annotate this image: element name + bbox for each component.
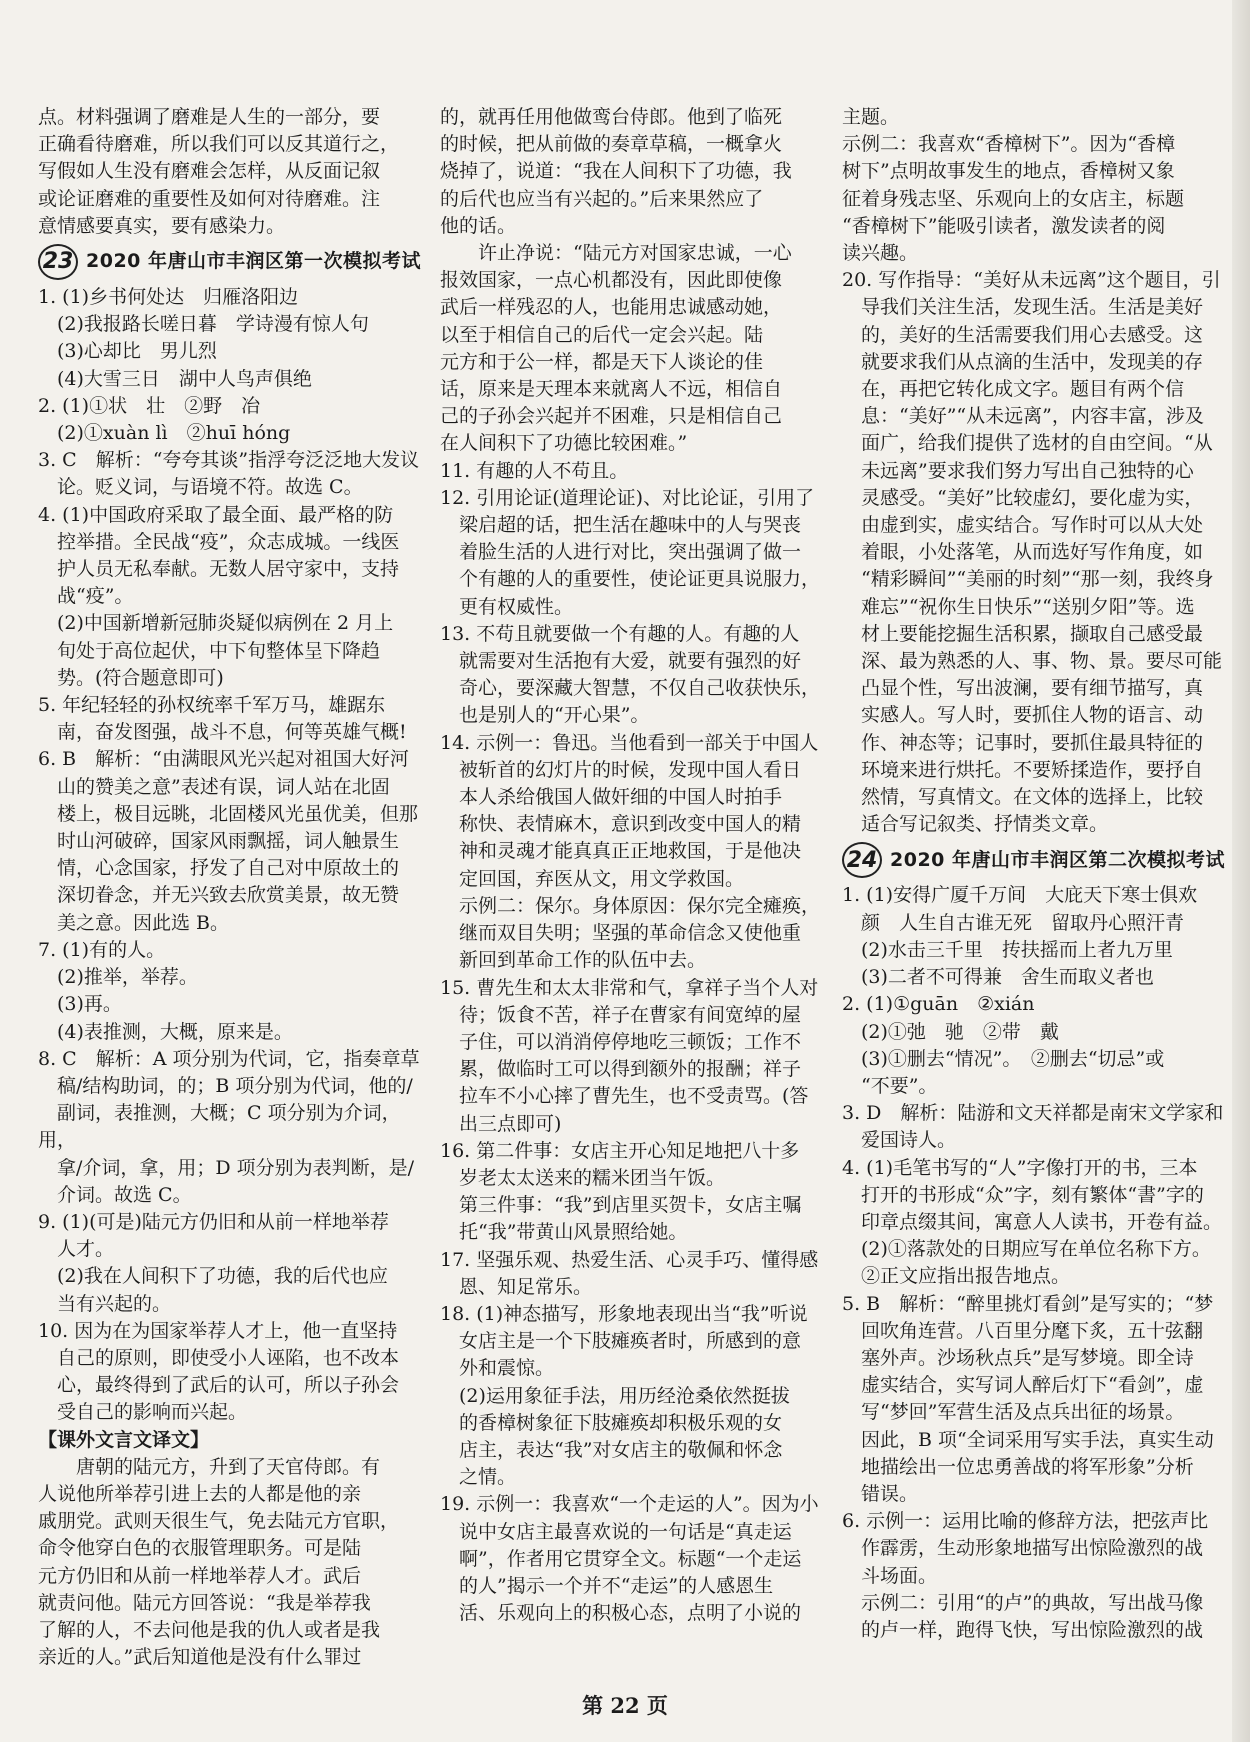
- text-line: 活、乐观向上的积极心态，点明了小说的: [440, 1602, 802, 1625]
- text-line: 他的话。: [440, 214, 517, 237]
- text-line: 7. (1)有的人。: [38, 938, 166, 961]
- text-line: “香樟树下”能吸引读者，激发读者的阅: [842, 214, 1166, 237]
- text-line: 自己的原则，即使受小人诬陷，也不改本: [38, 1346, 400, 1369]
- text-line: 奇心，要深藏大智慧，不仅自己收获快乐，: [440, 677, 821, 700]
- text-line: 拉车不小心摔了曹先生，也不受责骂。(答: [440, 1085, 809, 1108]
- text-line: 在人间积下了功德比较困难。”: [440, 432, 688, 455]
- text-line: 命令他穿白色的衣服管理职务。可是陆: [38, 1537, 362, 1560]
- page-number: 第 22 页: [582, 1693, 668, 1718]
- text-line: 征着身残志坚、乐观向上的女店主，标题: [842, 187, 1185, 210]
- text-line: 武后一样残忍的人，也能用忠诚感动她，: [440, 296, 783, 319]
- text-line: 的卢一样，跑得飞快，写出惊险激烈的战: [842, 1618, 1204, 1641]
- text-line: 个有趣的人的重要性，使论证更具说服力，: [440, 568, 821, 591]
- text-line: 元方仍旧和从前一样地举荐人才。武后: [38, 1564, 362, 1587]
- text-line: 爱国诗人。: [842, 1129, 957, 1152]
- translation-text: [38, 1454, 428, 1672]
- text-line: 或论证磨难的重要性及如何对待磨难。注: [38, 187, 381, 210]
- text-line: 写“梦回”军营生活及点兵出征的场景。: [842, 1401, 1185, 1424]
- text-line: 6. B 解析：“由满眼风光兴起对祖国大好河: [38, 748, 409, 771]
- text-line: 梁启超的话，把生活在趣味中的人与哭丧: [440, 514, 802, 537]
- text-line: 作、神态等；记事时，要抓住最具特征的: [842, 731, 1204, 754]
- text-line: 就需要对生活抱有大爱，就要有强烈的好: [440, 650, 802, 673]
- answer-list: [38, 284, 428, 1427]
- text-line: 19. 示例一：我喜欢“一个走运的人”。因为小: [440, 1493, 819, 1516]
- text-line: 作霹雳，生动形象地描写出惊险激烈的战: [842, 1537, 1204, 1560]
- text-line: (2)运用象征手法，用历经沧桑依然挺拔: [440, 1384, 790, 1407]
- text-line: 了解的人，不去问他是我的仇人或者是我: [38, 1618, 381, 1641]
- text-line: 在，再把它转化成文字。题目有两个信: [842, 378, 1185, 401]
- text-line: 拿/介词，拿，用；D 项分别为表判断，是/: [38, 1156, 415, 1179]
- text-line: 颜 人生自古谁无死 留取丹心照汗青: [842, 911, 1185, 934]
- text-line: 论。贬义词，与语境不符。故选 C。: [38, 476, 363, 499]
- text-line: 错误。: [842, 1482, 919, 1505]
- text-line: 6. 示例一：运用比喻的修辞方法，把弦声比: [842, 1510, 1209, 1533]
- text-line: 也是别人的“开心果”。: [440, 704, 650, 727]
- text-line: 说中女店主最喜欢说的一句话是“真走运: [440, 1520, 792, 1543]
- text-line: 塞外声。沙场秋点兵”是写梦境。即全诗: [842, 1346, 1194, 1369]
- text-line: 4. (1)毛笔书写的“人”字像打开的书，三本: [842, 1156, 1198, 1179]
- text-line: 正确看待磨难，所以我们可以反其道行之，: [38, 133, 400, 156]
- text-line: 之情。: [440, 1466, 517, 1489]
- text-line: 未远离”要求我们努力写出自己独特的心: [842, 459, 1194, 482]
- column-left: [38, 104, 428, 1671]
- text-line: 啊”，作者用它贯穿全文。标题“一个走运: [440, 1547, 802, 1570]
- text-line: 情，心念国家，抒发了自己对中原故土的: [38, 857, 400, 880]
- text-line: 的后代也应当有兴起的。”后来果然应了: [440, 187, 764, 210]
- text-line: 深切眷念，并无兴致去欣赏美景，故无赞: [38, 884, 400, 907]
- text-line: 12. 引用论证(道理论证)、对比论证，引用了: [440, 486, 815, 509]
- text-line: 11. 有趣的人不苟且。: [440, 459, 629, 482]
- text-line: 由虚到实，虚实结合。写作时可以从大处: [842, 514, 1204, 537]
- text-line: 元方和于公一样，都是天下人谈论的佳: [440, 350, 764, 373]
- text-line: 恩、知足常乐。: [440, 1275, 593, 1298]
- text-line: 南，奋发图强，战斗不息，何等英雄气概!: [38, 721, 407, 744]
- text-line: (2)水击三千里 抟扶摇而上者九万里: [842, 938, 1173, 961]
- text-line: 着脸生活的人进行对比，突出强调了做一: [440, 541, 802, 564]
- text-line: 被斩首的幻灯片的时候，发现中国人看日: [440, 758, 802, 781]
- text-line: 美之意。因此选 B。: [38, 911, 230, 934]
- text-block-top: [38, 104, 428, 240]
- text-line: 戚朋党。武则天很生气，免去陆元方官职，: [38, 1510, 400, 1533]
- text-line: 4. (1)中国政府采取了最全面、最严格的防: [38, 503, 394, 526]
- text-line: 的，就再任用他做鸾台侍郎。他到了临死: [440, 106, 783, 128]
- text-line: 虚实结合，实写词人醉后灯下“看剑”，虚: [842, 1374, 1204, 1397]
- text-line: 2. (1)①状 壮 ②野 冶: [38, 394, 261, 417]
- text-line: “精彩瞬间”“美丽的时刻”“那一刻，我终身: [842, 568, 1214, 591]
- text-line: 回吹角连营。八百里分麾下炙，五十弦翻: [842, 1319, 1204, 1342]
- text-line: 烧掉了，说道：“我在人间积下了功德，我: [440, 160, 792, 183]
- text-line: ②正文应指出报告地点。: [842, 1265, 1071, 1288]
- text-line: 子住，可以消消停停地吃三顿饭；工作不: [440, 1030, 802, 1053]
- text-line: 灵感受。“美好”比较虚幻，要化虚为实，: [842, 486, 1204, 509]
- text-line: 斗场面。: [842, 1564, 938, 1587]
- text-line: 势。(符合题意即可): [38, 666, 224, 689]
- text-line: 托“我”带黄山风景照给她。: [440, 1221, 688, 1244]
- text-line: 旬处于高位起伏，中下旬整体呈下降趋: [38, 639, 381, 662]
- text-line: 护人员无私奉献。无数人居守家中，支持: [38, 558, 400, 581]
- text-line: (2)推举，举荐。: [38, 966, 198, 989]
- text-line: 环境来进行烘托。不要矫揉造作，要抒自: [842, 758, 1204, 781]
- text-line: 材上要能挖掘生活积累，撷取自己感受最: [842, 622, 1204, 645]
- text-line: 印章点缀其间，寓意人人读书，开卷有益。: [842, 1210, 1223, 1233]
- text-line: 的香樟树象征下肢瘫痪却积极乐观的女: [440, 1411, 783, 1434]
- text-line: 店主，表达“我”对女店主的敬佩和怀念: [440, 1438, 783, 1461]
- text-line: 新回到革命工作的队伍中去。: [440, 949, 707, 972]
- section-header-23: [38, 243, 428, 281]
- text-line: 息：“美好”“从未远离”，内容丰富，涉及: [842, 405, 1204, 428]
- text-line: 地描绘出一位忠勇善战的将军形象”分析: [842, 1455, 1194, 1478]
- text-line: 称快、表情麻木，意识到改变中国人的精: [440, 813, 802, 836]
- text-line: 继而双目失明；坚强的革命信念又使他重: [440, 922, 802, 945]
- text-line: (3)再。: [38, 993, 122, 1016]
- text-line: 因此，B 项“全词采用写实手法，真实生动: [842, 1428, 1214, 1451]
- text-line: 示例二：我喜欢“香樟树下”。因为“香樟: [842, 133, 1176, 156]
- text-line: (4)大雪三日 湖中人鸟声俱绝: [38, 367, 312, 390]
- text-line: 深、最为熟悉的人、事、物、景。要尽可能: [842, 650, 1223, 673]
- answer-list: [842, 104, 1234, 838]
- text-line: (3)二者不可得兼 舍生而取义者也: [842, 966, 1154, 989]
- answer-list-2: [842, 882, 1234, 1644]
- text-line: 5. B 解析：“醉里挑灯看剑”是写实的；“梦: [842, 1292, 1214, 1315]
- section-title: 2020 年唐山市丰润区第二次模拟考试: [890, 848, 1225, 871]
- text-line: 3. C 解析：“夸夸其谈”指浮夸泛泛地大发议: [38, 449, 420, 472]
- text-line: 控举措。全民战“疫”，众志成城。一线医: [38, 530, 400, 553]
- text-line: 人才。: [38, 1238, 115, 1261]
- text-line: 就责问他。陆元方回答说：“我是举荐我: [38, 1591, 371, 1614]
- page-edge: [1232, 0, 1250, 1742]
- text-line: 8. C 解析：A 项分别为代词，它，指奏章草: [38, 1047, 420, 1070]
- text-line: 受自己的影响而兴起。: [38, 1401, 248, 1424]
- text-line: 9. (1)(可是)陆元方仍旧和从前一样地举荐: [38, 1210, 389, 1233]
- text-line: (4)表推测，大概，原来是。: [38, 1020, 293, 1043]
- text-line: 人说他所举荐引进上去的人都是他的亲: [38, 1482, 362, 1505]
- text-line: (2)①弛 驰 ②带 戴: [842, 1020, 1059, 1043]
- text-line: 的，美好的生活需要我们用心去感受。这: [842, 323, 1204, 346]
- text-line: 副词，表推测，大概；C 项分别为介词，用，: [38, 1102, 401, 1152]
- text-line: 报效国家，一点心机都没有，因此即使像: [440, 269, 783, 292]
- text-line: 1. (1)乡书何处达 归雁洛阳边: [38, 286, 299, 309]
- text-line: 2. (1)①guān ②xián: [842, 993, 1035, 1016]
- text-line: 稿/结构助词，的；B 项分别为代词，他的/: [38, 1074, 413, 1097]
- text-line: 3. D 解析：陆游和文天祥都是南宋文学家和: [842, 1102, 1224, 1125]
- text-line: 许止净说：“陆元方对国家忠诚，一心: [440, 242, 792, 265]
- section-number-badge: 23: [38, 244, 78, 280]
- text-line: 时山河破碎，国家风雨飘摇，词人触景生: [38, 830, 400, 853]
- text-line: 面广，给我们提供了选材的自由空间。“从: [842, 432, 1213, 455]
- text-line: 战“疫”。: [38, 585, 134, 608]
- text-line: 13. 不苟且就要做一个有趣的人。有趣的人: [440, 622, 800, 645]
- column-right: [842, 104, 1234, 1644]
- text-line: 己的子孙会兴起并不困难，只是相信自己: [440, 405, 783, 428]
- column-middle: [440, 104, 830, 1627]
- text-line: 定回国，弃医从文，用文学救国。: [440, 867, 745, 890]
- text-line: 读兴趣。: [842, 242, 919, 265]
- text-line: 16. 第二件事：女店主开心知足地把八十多: [440, 1139, 800, 1162]
- text-line: (2)中国新增新冠肺炎疑似病例在 2 月上: [38, 612, 394, 635]
- text-line: “不要”。: [842, 1074, 938, 1097]
- text-line: 1. (1)安得广厦千万间 大庇天下寒士俱欢: [842, 884, 1198, 907]
- text-line: 5. 年纪轻轻的孙权统率千军万马，雄踞东: [38, 694, 386, 717]
- text-line: 14. 示例一：鲁迅。当他看到一部关于中国人: [440, 731, 819, 754]
- text-line: 出三点即可): [440, 1112, 562, 1135]
- text-line: 岁老太太送来的糯米团当午饭。: [440, 1166, 726, 1189]
- text-line: 神和灵魂才能真真正正地救国，于是他决: [440, 840, 802, 863]
- text-line: 亲近的人。”武后知道他是没有什么罪过: [38, 1646, 362, 1669]
- section-header-24: [842, 841, 1234, 879]
- text-line: 的人”揭示一个并不“走运”的人感恩生: [440, 1574, 774, 1597]
- subheading-translation: 【课外文言文译文】: [38, 1428, 210, 1451]
- text-line: 示例二：保尔。身体原因：保尔完全瘫痪，: [440, 894, 821, 917]
- text-line: 的时候，把从前做的奏章草稿，一概拿火: [440, 133, 783, 156]
- text-line: 山的赞美之意”表述有误，词人站在北固: [38, 775, 390, 798]
- text-line: 写假如人生没有磨难会怎样，从反面记叙: [38, 160, 381, 183]
- text-line: 第三件事：“我”到店里买贺卡，女店主嘱: [440, 1194, 802, 1217]
- text-line: 女店主是一个下肢瘫痪者时，所感到的意: [440, 1330, 802, 1353]
- text-line: (2)①落款处的日期应写在单位名称下方。: [842, 1238, 1211, 1261]
- text-line: 导我们关注生活，发现生活。生活是美好: [842, 296, 1204, 319]
- text-line: (2)我在人间积下了功德，我的后代也应: [38, 1265, 388, 1288]
- text-line: 然情，写真情文。在文体的选择上，比较: [842, 786, 1204, 809]
- text-line: 心，最终得到了武后的认可，所以子孙会: [38, 1374, 400, 1397]
- text-line: 就要求我们从点滴的生活中，发现美的存: [842, 350, 1204, 373]
- text-line: 17. 坚强乐观、热爱生活、心灵手巧、懂得感: [440, 1248, 819, 1271]
- text-line: (3)心却比 男儿烈: [38, 340, 217, 363]
- text-line: 10. 因为在为国家举荐人才上，他一直坚持: [38, 1319, 398, 1342]
- text-line: 示例二：引用“的卢”的典故，写出战马像: [842, 1591, 1204, 1614]
- text-line: (2)①xuàn lì ②huī hóng: [38, 422, 291, 445]
- text-line: (2)我报路长嗟日暮 学诗漫有惊人句: [38, 313, 369, 336]
- text-line: 15. 曹先生和太太非常和气，拿祥子当个人对: [440, 976, 819, 999]
- text-line: 凸显个性，写出波澜，要有细节描写，真: [842, 677, 1204, 700]
- text-line: 楼上，极目远眺，北固楼风光虽优美，但那: [38, 802, 419, 825]
- section-title: 2020 年唐山市丰润区第一次模拟考试: [86, 250, 421, 273]
- text-line: 主题。: [842, 106, 900, 128]
- text-line: 当有兴起的。: [38, 1292, 172, 1315]
- text-line: (3)①删去“情况”。 ②删去“切忌”或: [842, 1047, 1165, 1070]
- text-line: 难忘”“祝你生日快乐”“送别夕阳”等。选: [842, 595, 1195, 618]
- text-line: 介词。故选 C。: [38, 1183, 192, 1206]
- text-line: 打开的书形成“众”字，刻有繁体“書”字的: [842, 1183, 1204, 1206]
- text-line: 20. 写作指导：“美好从未远离”这个题目，引: [842, 269, 1221, 292]
- text-line: 实感人。写人时，要抓住人物的语言、动: [842, 704, 1204, 727]
- text-line: 本人杀给俄国人做奸细的中国人时拍手: [440, 786, 783, 809]
- text-line: 树下”点明故事发生的地点，香樟树又象: [842, 160, 1175, 183]
- text-line: 18. (1)神态描写，形象地表现出当“我”听说: [440, 1302, 808, 1325]
- text-line: 意情感要真实，要有感染力。: [38, 214, 286, 237]
- text-line: 以至于相信自己的后代一定会兴起。陆: [440, 323, 764, 346]
- text-line: 唐朝的陆元方，升到了天官侍郎。有: [38, 1455, 381, 1478]
- text-line: 外和震惊。: [440, 1357, 555, 1380]
- answer-list: [440, 104, 830, 1627]
- text-line: 累，做临时工可以得到额外的报酬；祥子: [440, 1058, 802, 1081]
- text-line: 着眼，小处落笔，从而选好写作角度，如: [842, 541, 1204, 564]
- text-line: 点。材料强调了磨难是人生的一部分，要: [38, 106, 381, 128]
- text-line: 适合写记叙类、抒情类文章。: [842, 813, 1109, 836]
- text-line: 待；饭食不苦，祥子在曹家有间宽绰的屋: [440, 1003, 802, 1026]
- text-line: 话，原来是天理本来就离人不远，相信自: [440, 378, 783, 401]
- text-line: 更有权威性。: [440, 595, 574, 618]
- section-number-badge: 24: [842, 842, 882, 878]
